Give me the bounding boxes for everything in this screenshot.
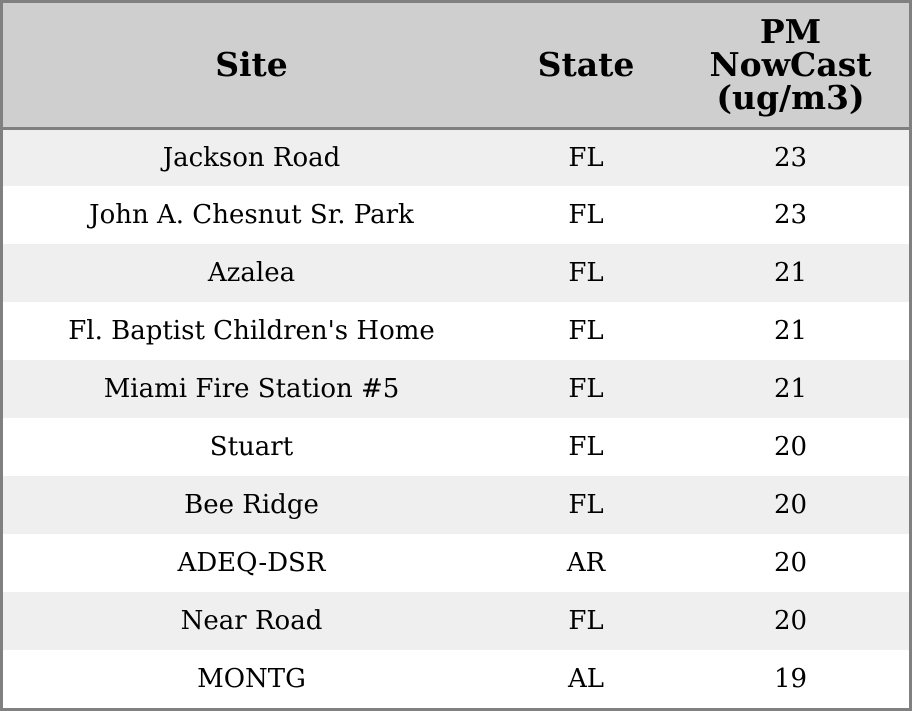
cell-site: MONTG [197,664,306,694]
cell-site: Azalea [207,258,296,288]
cell-site: Near Road [180,606,323,636]
cell-state: AR [566,548,606,578]
cell-state: FL [568,142,604,173]
table-row [3,128,909,186]
cell-state: FL [568,490,604,520]
cell-pm: 23 [773,142,808,173]
cell-state: FL [568,316,604,346]
cell-pm: 20 [773,606,808,636]
header-row [3,3,909,128]
table-row [3,302,909,360]
cell-state: AL [567,664,605,694]
cell-state: FL [568,432,604,462]
cell-site: Miami Fire Station #5 [103,374,400,404]
cell-state: FL [568,200,604,230]
header-pm-line-3: (ug/m3) [716,78,865,118]
header-pm-line-2: NowCast [709,45,872,85]
cell-state: FL [568,258,604,288]
cell-site: John A. Chesnut Sr. Park [89,200,414,230]
table-row [3,476,909,534]
header-pm-line-1: PM [759,12,822,52]
cell-pm: 21 [773,258,808,288]
cell-pm: 20 [773,548,808,578]
table-row [3,534,909,592]
cell-pm: 19 [773,664,808,694]
header-state: State [500,3,672,128]
cell-pm: 21 [773,316,808,346]
cell-site: ADEQ-DSR [177,548,326,578]
cell-site: Jackson Road [162,142,341,173]
cell-pm: 21 [773,374,808,404]
table-row [3,418,909,476]
pm-nowcast-table [3,3,909,708]
table-row [3,592,909,650]
table-row [3,186,909,244]
cell-pm: 23 [773,200,808,230]
table-row [3,244,909,302]
cell-site: Bee Ridge [184,490,319,520]
header-site: Site [3,3,500,128]
header-pm-nowcast [672,3,909,128]
cell-pm: 20 [773,490,808,520]
table-row [3,360,909,418]
table-row [3,650,909,708]
cell-state: FL [568,374,604,404]
cell-pm: 20 [773,432,808,462]
cell-site: Fl. Baptist Children's Home [68,316,435,346]
table-body [3,128,909,708]
cell-state: FL [568,606,604,636]
cell-site: Stuart [209,432,294,462]
